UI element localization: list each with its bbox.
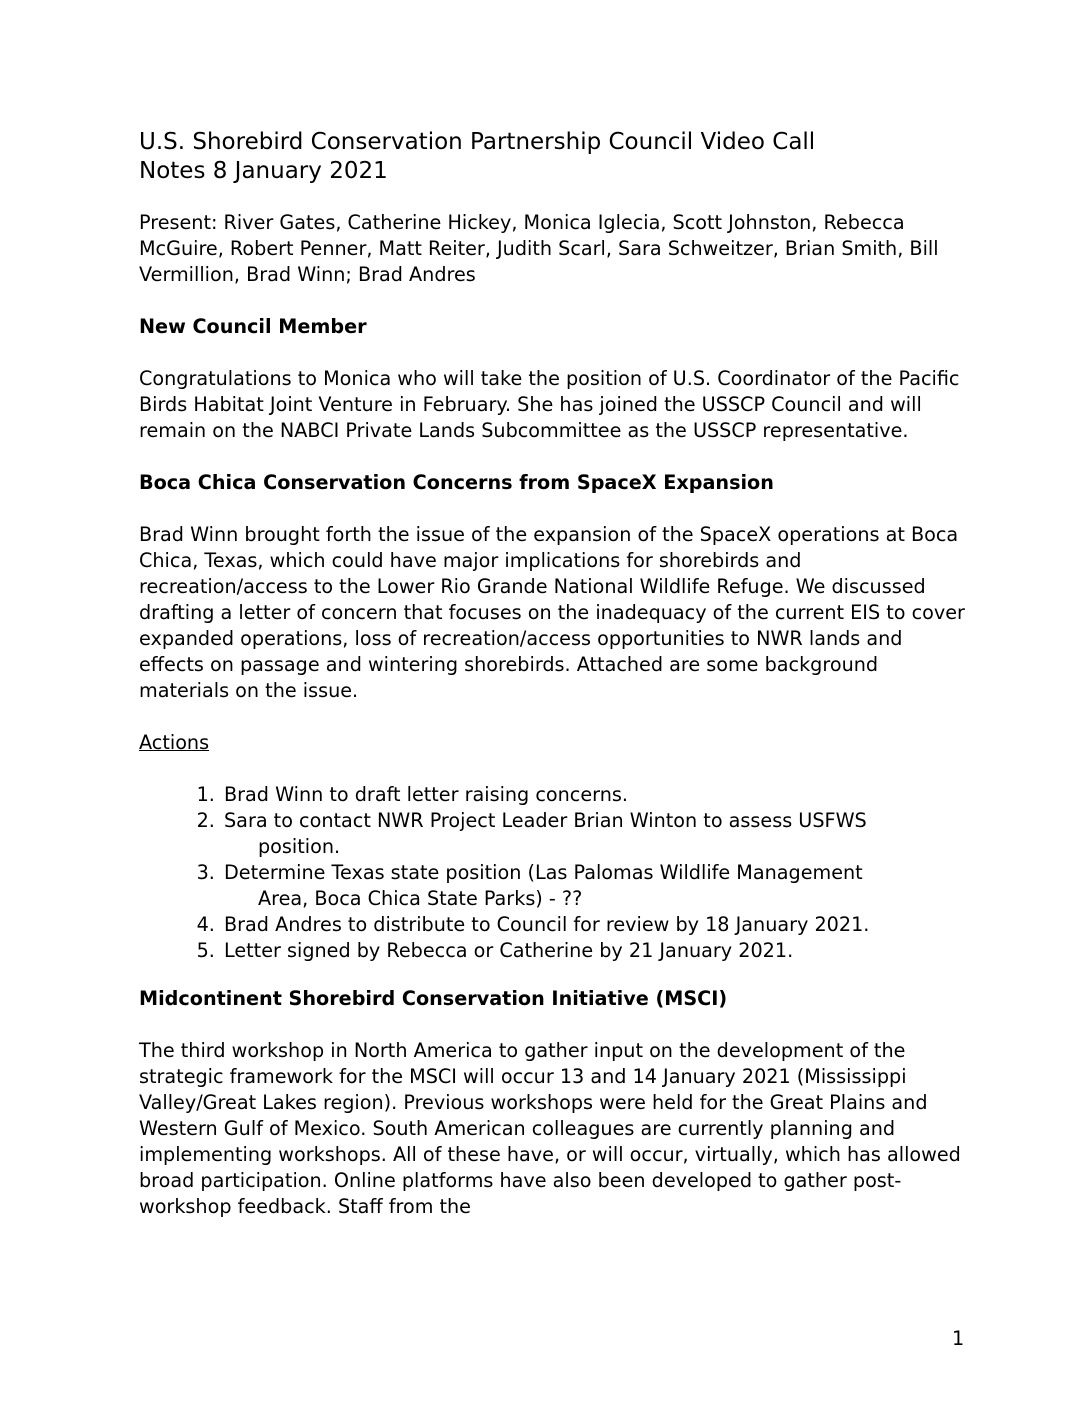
action-item-continuation: position.: [258, 835, 341, 858]
action-item-text: Brad Winn to draft letter raising concerns.: [224, 783, 628, 806]
document-title: [139, 128, 969, 186]
action-item: [221, 860, 969, 912]
title-line-2: Notes 8 January 2021: [139, 158, 388, 184]
actions-heading: Actions: [139, 731, 210, 754]
action-item-text: Letter signed by Rebecca or Catherine by 21 January 2021.: [224, 939, 794, 962]
action-item: [221, 912, 969, 938]
action-item: [221, 938, 969, 964]
action-item-continuation: Area, Boca Chica State Parks) - ??: [258, 887, 583, 910]
new-council-member-heading: New Council Member: [139, 315, 367, 338]
action-item-text: Sara to contact NWR Project Leader Brian Winton to assess USFWS: [224, 809, 867, 832]
msci-body: The third workshop in North America to gather input on the development of the strategic framework for the MSCI will occur 13 and 14 January 2021 (Mississippi Valley/Great Lakes region). Previous workshops were held for the Great Plains and Western Gulf of Mexico. South American colleagues are currently planning and implementing workshops. All of these have, or will occur, virtually, which has allowed broad participation. Online platforms have also been developed to gather post-workshop feedback. Staff from the: [139, 1039, 961, 1218]
action-item-text: Brad Andres to distribute to Council for review by 18 January 2021.: [224, 913, 870, 936]
action-item: [221, 808, 969, 860]
boca-chica-body: Brad Winn brought forth the issue of the expansion of the SpaceX operations at Boca Chica, Texas, which could have major implications for shorebirds and recreation/access to the Lower Rio Grande National Wildlife Refuge. We discussed drafting a letter of concern that focuses on the inadequacy of the current EIS to cover expanded operations, loss of recreation/access opportunities to NWR lands and effects on passage and wintering shorebirds. Attached are some background materials on the issue.: [139, 523, 965, 702]
notes-content: [139, 128, 969, 1220]
action-item-text: Determine Texas state position (Las Palomas Wildlife Management: [224, 861, 863, 884]
actions-list: [139, 782, 969, 964]
action-item: [221, 782, 969, 808]
msci-heading: Midcontinent Shorebird Conservation Initiative (MSCI): [139, 987, 728, 1010]
new-council-member-body: Congratulations to Monica who will take the position of U.S. Coordinator of the Pacific Birds Habitat Joint Venture in February. She has joined the USSCP Council and will remain on the NABCI Private Lands Subcommittee as the USSCP representative.: [139, 367, 960, 442]
boca-chica-heading: Boca Chica Conservation Concerns from SpaceX Expansion: [139, 471, 774, 494]
attendees-paragraph: Present: River Gates, Catherine Hickey, Monica Iglecia, Scott Johnston, Rebecca McGuire, Robert Penner, Matt Reiter, Judith Scarl, Sara Schweitzer, Brian Smith, Bill Vermillion, Brad Winn; Brad Andres: [139, 211, 939, 286]
title-line-1: U.S. Shorebird Conservation Partnership Council Video Call: [139, 129, 816, 155]
page-number: 1: [952, 1327, 965, 1350]
